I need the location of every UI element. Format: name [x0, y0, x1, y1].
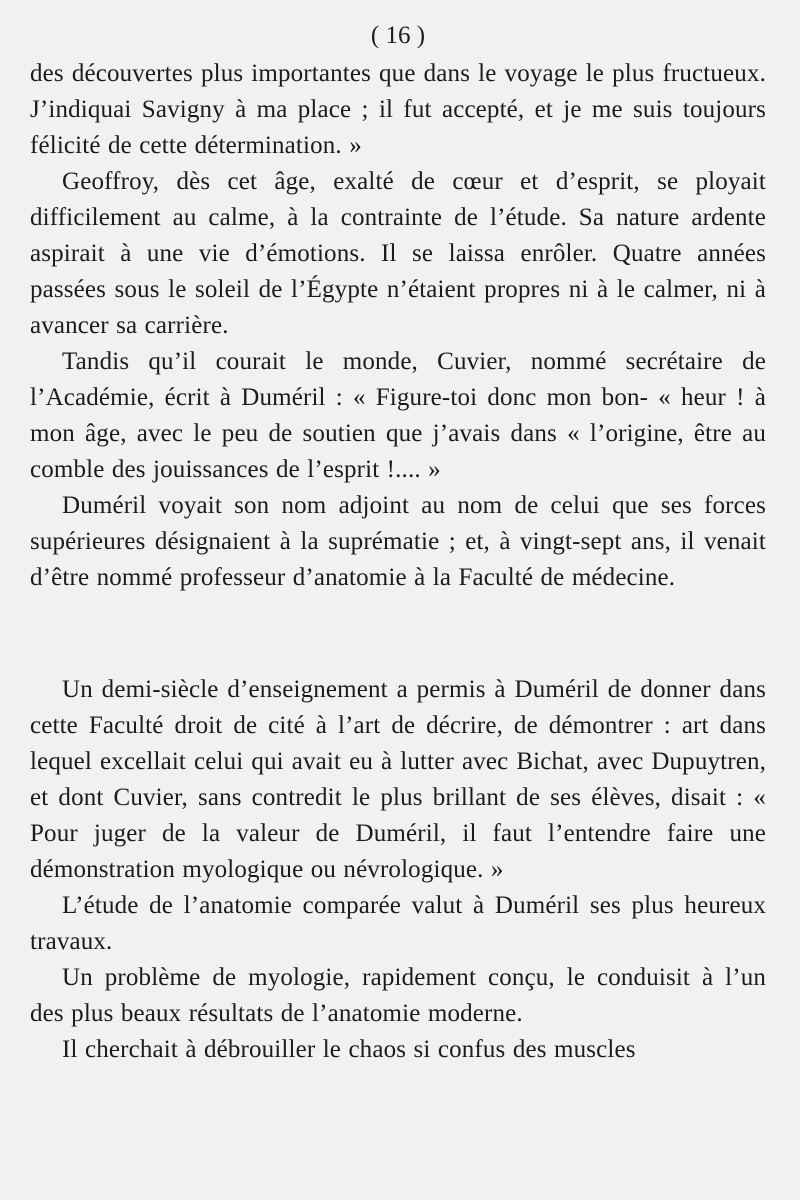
paragraph-comparative-anatomy: L’étude de l’anatomie comparée valut à Duméril ses plus heureux travaux.	[30, 892, 766, 955]
paragraph-myology-problem: Un problème de myologie, rapidement conçu, le conduisit à l’un des plus beaux résultats de l’anatomie moderne.	[30, 964, 766, 1027]
paragraph-cuvier-letter: Tandis qu’il courait le monde, Cuvier, nommé secrétaire de l’Académie, écrit à Duméril : « Figure-toi donc mon bon- « heur ! à mon âge, avec le peu de soutien que j’avais dans « l’origine, être au comble des jouissances de l’esprit !.... »	[30, 348, 766, 483]
page-body	[30, 56, 766, 1068]
paragraph-continuation: des découvertes plus importantes que dans le voyage le plus fructueux. J’indiquai Savigny à ma place ; il fut accepté, et je me suis toujours félicité de cette détermination. »	[30, 60, 766, 159]
page-number: ( 16 )	[370, 22, 426, 49]
paragraph-professor: Duméril voyait son nom adjoint au nom de celui que ses forces supérieures désignaient à la suprématie ; et, à vingt-sept ans, il venait d’être nommé professeur d’anatomie à la Faculté de médecine.	[30, 492, 766, 591]
paragraph-geoffroy: Geoffroy, dès cet âge, exalté de cœur et d’esprit, se ployait difficilement au calme, à la contrainte de l’étude. Sa nature ardente aspirait à une vie d’émotions. Il se laissa enrôler. Quatre années passées sous le soleil de l’Égypte n’étaient propres ni à le calmer, ni à avancer sa carrière.	[30, 168, 766, 339]
paragraph-muscles: Il cherchait à débrouiller le chaos si confus des muscles	[62, 1036, 636, 1063]
paragraph-teaching: Un demi-siècle d’enseignement a permis à Duméril de donner dans cette Faculté droit de cité à l’art de décrire, de démontrer : art dans lequel excellait celui qui avait eu à lutter avec Bichat, avec Dupuytren, et dont Cuvier, sans contredit le plus brillant de ses élèves, disait : « Pour juger de la valeur de Duméril, il faut l’entendre faire une démonstration myologique ou névrologique. »	[30, 676, 766, 883]
section-break	[30, 596, 766, 672]
